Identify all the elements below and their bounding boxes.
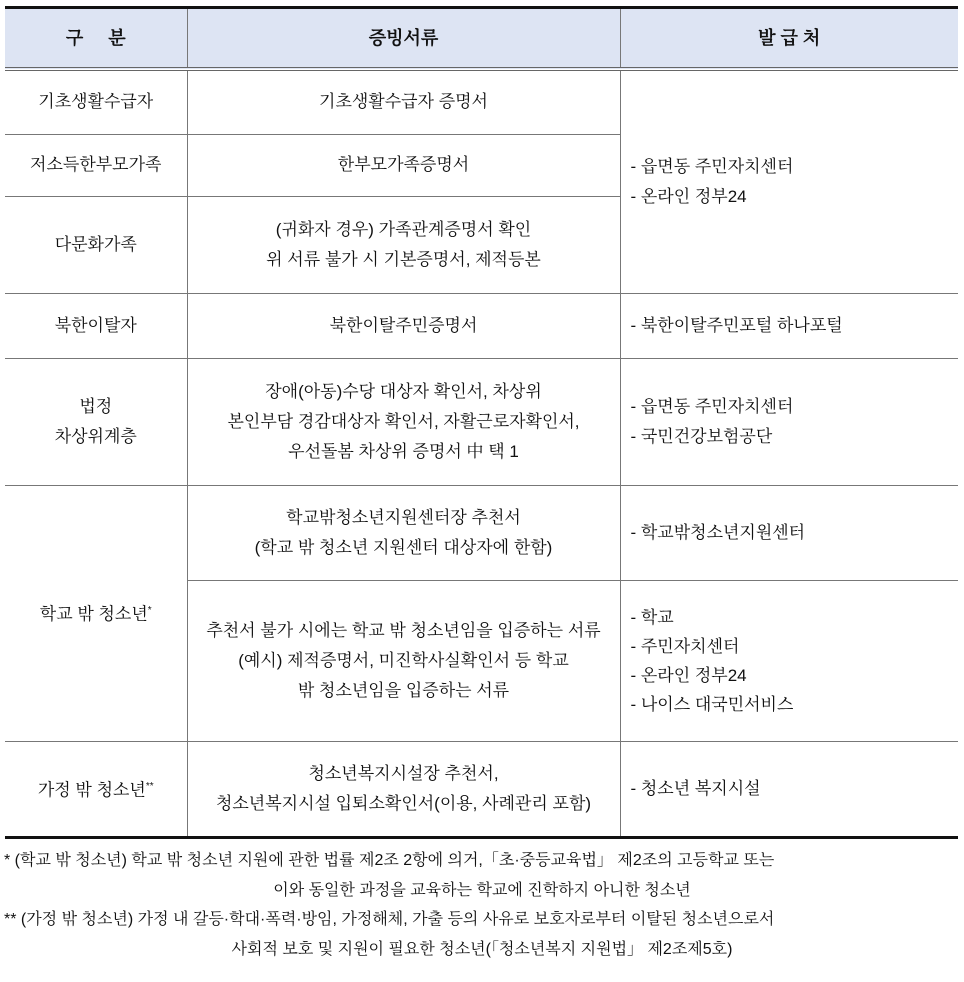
document-line: 우선돌봄 차상위 증명서 中 택 1 [288,441,519,461]
category-cell [5,741,187,837]
header-issuer: 발 급 처 [620,8,958,70]
issuer-cell: - 학교밖청소년지원센터 [620,485,958,580]
table-row [5,69,958,134]
table-header [5,8,958,70]
documents-cell [187,485,620,580]
header-category: 구 분 [5,8,187,70]
document-line: 위 서류 불가 시 기본증명서, 제적등본 [266,249,541,269]
documents-cell [187,741,620,837]
footnote-2: ** (가정 밖 청소년) 가정 내 갈등·학대·폭력·방임, 가정해체, 가출 등의 사유로 보호자로부터 이탈된 청소년으로서 [4,911,775,928]
footnote-2-cont: 사회적 보호 및 지원이 필요한 청소년(「청소년복지 지원법」 제2조제5호) [231,940,733,958]
issuer-line: - 주민자치센터 [630,636,740,656]
header-documents: 증빙서류 [187,8,620,70]
category-line: 차상위계층 [54,426,137,446]
documents-cell [187,358,620,485]
document-line: 학교밖청소년지원센터장 추천서 [286,507,521,527]
document-line: 장애(아동)수당 대상자 확인서, 차상위 [265,381,542,401]
document-line: 추천서 불가 시에는 학교 밖 청소년임을 입증하는 서류 [206,620,601,640]
documents-cell [187,580,620,741]
category-text: 가정 밖 청소년 [37,780,146,800]
category-cell: 다문화가족 [5,196,187,293]
document-line: 본인부담 경감대상자 확인서, 자활근로자확인서, [227,411,580,431]
document-line: 밖 청소년임을 입증하는 서류 [297,680,510,700]
issuer-line: - 나이스 대국민서비스 [630,694,794,714]
documents-cell: 한부모가족증명서 [187,134,620,196]
issuer-line: - 국민건강보험공단 [630,426,773,446]
table-row [5,293,958,358]
issuer-cell [620,358,958,485]
issuer-line: - 학교 [630,607,674,627]
issuer-cell [620,69,958,293]
footnote-mark: ** [145,780,154,792]
footnotes [0,846,964,964]
documents-cell: 북한이탈주민증명서 [187,293,620,358]
category-line: 법정 [79,396,113,416]
documents-cell: 기초생활수급자 증명서 [187,69,620,134]
category-cell: 저소득한부모가족 [5,134,187,196]
table-row [5,485,958,580]
table-row [5,358,958,485]
issuer-line: - 읍면동 주민자치센터 [630,156,794,176]
issuer-cell: - 청소년 복지시설 [620,741,958,837]
document-table [5,6,958,839]
document-line: 청소년복지시설 입퇴소확인서(이용, 사례관리 포함) [215,793,592,813]
document-line: 청소년복지시설장 추천서, [308,763,499,783]
category-cell: 기초생활수급자 [5,69,187,134]
documents-cell [187,196,620,293]
issuer-cell [620,580,958,741]
category-cell [5,358,187,485]
issuer-line: - 온라인 정부24 [630,186,747,206]
issuer-line: - 온라인 정부24 [630,665,747,685]
document-line: (귀화자 경우) 가족관계증명서 확인 [275,219,532,239]
footnote-1-cont: 이와 동일한 과정을 교육하는 학교에 진학하지 아니한 청소년 [273,881,691,899]
footnote-mark: * [147,605,152,617]
category-cell: 북한이탈자 [5,293,187,358]
footnote-1: * (학교 밖 청소년) 학교 밖 청소년 지원에 관한 법률 제2조 2항에 의거,「초·중등교육법」 제2조의 고등학교 또는 [4,852,775,869]
issuer-line: - 읍면동 주민자치센터 [630,396,794,416]
document-line: (예시) 제적증명서, 미진학사실확인서 등 학교 [238,650,569,670]
document-line: (학교 밖 청소년 지원센터 대상자에 한함) [254,537,553,557]
category-cell [5,485,187,741]
category-text: 학교 밖 청소년 [39,604,148,624]
table-row [5,741,958,837]
issuer-cell: - 북한이탈주민포털 하나포털 [620,293,958,358]
